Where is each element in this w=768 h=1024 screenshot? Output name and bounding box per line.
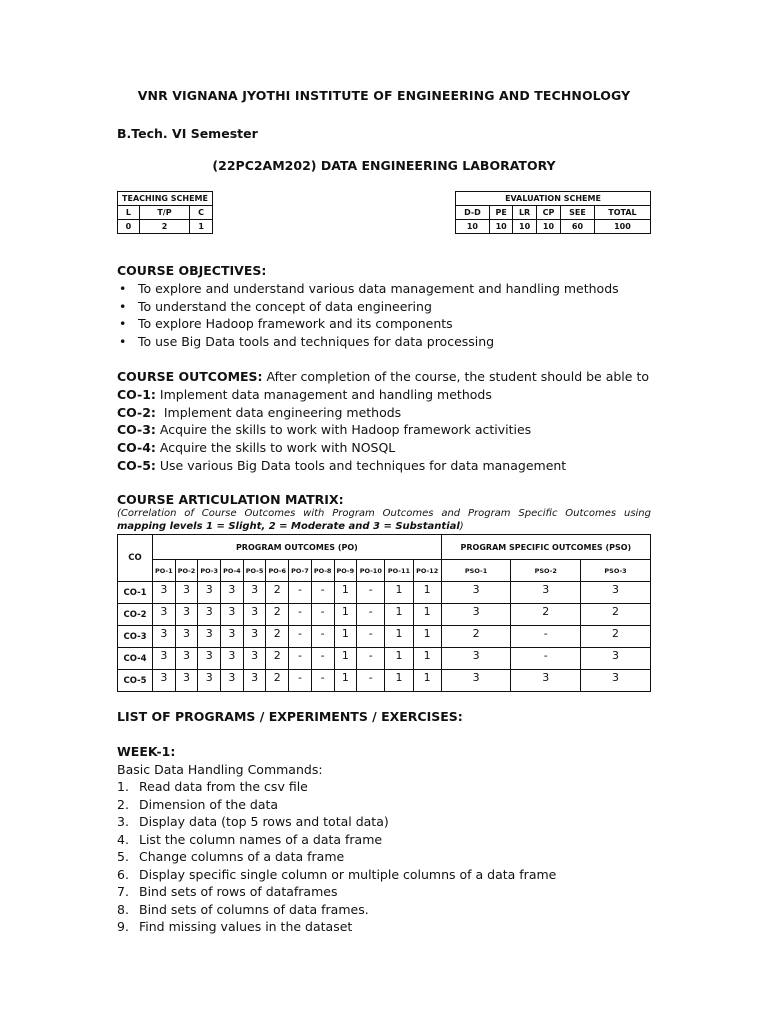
matrix-cell: 3 — [581, 670, 651, 692]
co-row-label: CO-5 — [118, 670, 153, 692]
list-item-number: 4. — [117, 831, 129, 847]
program-list — [117, 778, 677, 936]
list-item-number: 5. — [117, 849, 129, 864]
programs-heading: LIST OF PROGRAMS / EXPERIMENTS / EXERCISES: — [117, 709, 463, 724]
list-item-text: Find missing values in the dataset — [139, 919, 353, 934]
list-item-number: 6. — [117, 866, 129, 882]
teaching-scheme-table — [117, 191, 213, 234]
outcome-text: Acquire the skills to work with NOSQL — [155, 440, 396, 456]
po-column-header: PO-1 — [153, 560, 176, 582]
outcomes-heading: COURSE OUTCOMES: — [117, 369, 263, 384]
po-column-header: PO-4 — [221, 560, 244, 582]
co-column-header: CO — [118, 535, 153, 582]
po-column-header: PO-2 — [175, 560, 198, 582]
outcome-item — [117, 386, 677, 404]
list-item: • To explore and understand various data management and handling methods — [117, 280, 677, 298]
matrix-heading: COURSE ARTICULATION MATRIX: — [117, 492, 344, 507]
matrix-cell: - — [311, 670, 334, 692]
list-item — [117, 883, 677, 901]
po-column-header: PO-8 — [311, 560, 334, 582]
matrix-cell: - — [311, 604, 334, 626]
pso-column-header: PSO-2 — [511, 560, 581, 582]
matrix-cell: 3 — [511, 670, 581, 692]
teaching-col: T/P — [139, 206, 189, 220]
matrix-cell: 3 — [175, 648, 198, 670]
pso-column-header: PSO-1 — [441, 560, 511, 582]
matrix-cell: 1 — [385, 670, 413, 692]
matrix-cell: 2 — [266, 626, 289, 648]
po-group-header: PROGRAM OUTCOMES (PO) — [153, 535, 442, 560]
matrix-cell: 3 — [198, 670, 221, 692]
evaluation-col: SEE — [561, 206, 595, 220]
matrix-cell: 3 — [221, 670, 244, 692]
outcomes-intro: After completion of the course, the student should be able to — [262, 369, 649, 384]
matrix-cell: 2 — [266, 648, 289, 670]
matrix-cell: 2 — [511, 604, 581, 626]
evaluation-col: D-D — [456, 206, 490, 220]
evaluation-value: 10 — [513, 220, 536, 234]
matrix-cell: - — [357, 626, 385, 648]
matrix-cell: 3 — [221, 582, 244, 604]
outcome-text: Implement data management and handling methods — [155, 386, 492, 402]
matrix-cell: 3 — [221, 626, 244, 648]
matrix-cell: 1 — [413, 648, 441, 670]
course-title: (22PC2AM202) DATA ENGINEERING LABORATORY — [212, 158, 556, 173]
outcome-text: Implement data engineering methods — [155, 404, 402, 420]
pso-column-header: PSO-3 — [581, 560, 651, 582]
matrix-cell: 3 — [243, 626, 266, 648]
matrix-cell: 2 — [266, 582, 289, 604]
matrix-cell: - — [289, 626, 312, 648]
teaching-col: L — [118, 206, 140, 220]
matrix-cell: 3 — [581, 582, 651, 604]
outcome-code: CO-2: — [117, 404, 156, 420]
matrix-cell: 1 — [413, 670, 441, 692]
evaluation-value: 100 — [594, 220, 650, 234]
matrix-note-part1: (Correlation of Course Outcomes with Program Outcomes and Program Specific Outcomes using — [117, 508, 651, 519]
outcome-text: Acquire the skills to work with Hadoop framework activities — [155, 422, 532, 438]
evaluation-col: CP — [536, 206, 560, 220]
table-row — [118, 582, 651, 604]
matrix-cell: 1 — [334, 648, 357, 670]
matrix-cell: 2 — [581, 626, 651, 648]
matrix-cell: 3 — [243, 670, 266, 692]
outcome-item — [117, 457, 677, 475]
po-column-header: PO-9 — [334, 560, 357, 582]
matrix-cell: 3 — [175, 626, 198, 648]
matrix-cell: 3 — [221, 604, 244, 626]
evaluation-col: LR — [513, 206, 536, 220]
objectives-heading: COURSE OBJECTIVES: — [117, 263, 267, 278]
teaching-value: 0 — [118, 220, 140, 234]
matrix-cell: 3 — [198, 604, 221, 626]
matrix-cell: 1 — [334, 604, 357, 626]
list-item-text: List the column names of a data frame — [139, 831, 383, 847]
evaluation-col: PE — [489, 206, 513, 220]
list-item-number: 8. — [117, 901, 129, 917]
matrix-cell: - — [357, 648, 385, 670]
matrix-cell: - — [357, 670, 385, 692]
list-item-number: 2. — [117, 796, 129, 812]
po-column-header: PO-12 — [413, 560, 441, 582]
matrix-cell: 3 — [175, 670, 198, 692]
matrix-cell: 3 — [441, 582, 511, 604]
outcome-code: CO-1: — [117, 386, 156, 402]
matrix-cell: 3 — [198, 626, 221, 648]
list-item — [117, 778, 677, 796]
outcome-code: CO-5: — [117, 457, 156, 473]
outcome-item — [117, 421, 677, 439]
matrix-cell: 3 — [243, 648, 266, 670]
course-objectives — [117, 263, 677, 350]
matrix-cell: 3 — [153, 604, 176, 626]
matrix-cell: 3 — [221, 648, 244, 670]
matrix-cell: - — [289, 604, 312, 626]
matrix-cell: 2 — [266, 604, 289, 626]
list-item-number: 7. — [117, 884, 129, 899]
matrix-cell: - — [311, 582, 334, 604]
list-item — [117, 866, 677, 884]
table-row — [118, 604, 651, 626]
list-item — [117, 831, 677, 849]
matrix-cell: 3 — [175, 582, 198, 604]
evaluation-value: 10 — [489, 220, 513, 234]
matrix-cell: - — [289, 648, 312, 670]
matrix-cell: - — [311, 648, 334, 670]
list-item-number: 3. — [117, 814, 129, 829]
teaching-col: C — [190, 206, 213, 220]
co-row-label: CO-4 — [118, 648, 153, 670]
matrix-cell: - — [511, 648, 581, 670]
matrix-note-part3: ) — [459, 521, 464, 532]
list-item-text: Change columns of a data frame — [139, 849, 345, 864]
list-item-text: Bind sets of rows of dataframes — [139, 884, 338, 899]
matrix-cell: - — [511, 626, 581, 648]
po-column-header: PO-11 — [385, 560, 413, 582]
matrix-cell: 1 — [385, 604, 413, 626]
matrix-cell: - — [311, 626, 334, 648]
matrix-cell: 3 — [198, 648, 221, 670]
list-item — [117, 848, 677, 866]
matrix-cell: 3 — [198, 582, 221, 604]
matrix-cell: 1 — [385, 626, 413, 648]
evaluation-scheme-title: EVALUATION SCHEME — [456, 192, 651, 206]
evaluation-scheme-table — [455, 191, 651, 234]
evaluation-value: 10 — [536, 220, 560, 234]
matrix-cell: 3 — [153, 670, 176, 692]
teaching-value: 1 — [190, 220, 213, 234]
matrix-cell: 1 — [334, 582, 357, 604]
matrix-body — [118, 582, 651, 692]
co-row-label: CO-2 — [118, 604, 153, 626]
matrix-cell: 3 — [441, 604, 511, 626]
matrix-cell: 2 — [441, 626, 511, 648]
list-item: • To use Big Data tools and techniques for data processing — [117, 333, 677, 351]
po-column-header: PO-6 — [266, 560, 289, 582]
matrix-cell: 1 — [385, 648, 413, 670]
matrix-cell: 1 — [413, 582, 441, 604]
matrix-column-header-row — [118, 560, 651, 582]
matrix-cell: 2 — [581, 604, 651, 626]
matrix-cell: - — [289, 670, 312, 692]
matrix-cell: - — [357, 582, 385, 604]
outcome-item — [117, 404, 677, 422]
matrix-cell: 3 — [175, 604, 198, 626]
list-item-number: 1. — [117, 779, 129, 794]
matrix-note-part2: mapping levels 1 = Slight, 2 = Moderate and 3 = Substantial — [117, 521, 460, 532]
matrix-cell: 3 — [153, 582, 176, 604]
outcome-code: CO-4: — [117, 440, 156, 456]
matrix-cell: 3 — [153, 648, 176, 670]
teaching-value: 2 — [139, 220, 189, 234]
matrix-cell: 3 — [243, 582, 266, 604]
matrix-note — [117, 507, 651, 533]
po-column-header: PO-5 — [243, 560, 266, 582]
matrix-cell: 1 — [334, 670, 357, 692]
list-item — [117, 918, 677, 936]
po-column-header: PO-7 — [289, 560, 312, 582]
list-item: • To explore Hadoop framework and its components — [117, 315, 677, 333]
list-item-text: Dimension of the data — [139, 796, 279, 812]
list-item-number: 9. — [117, 919, 129, 934]
evaluation-value: 60 — [561, 220, 595, 234]
list-item: • To understand the concept of data engineering — [117, 298, 677, 316]
matrix-cell: 3 — [441, 648, 511, 670]
list-item — [117, 813, 677, 831]
matrix-cell: - — [289, 582, 312, 604]
matrix-cell: 3 — [153, 626, 176, 648]
po-column-header: PO-3 — [198, 560, 221, 582]
matrix-cell: 1 — [413, 604, 441, 626]
co-row-label: CO-1 — [118, 582, 153, 604]
outcome-item — [117, 439, 677, 457]
outcome-text: Use various Big Data tools and techniques for data management — [155, 457, 567, 473]
objectives-list — [117, 280, 677, 350]
matrix-cell: 3 — [441, 670, 511, 692]
list-item — [117, 901, 677, 919]
pso-group-header: PROGRAM SPECIFIC OUTCOMES (PSO) — [441, 535, 650, 560]
list-item-text: Read data from the csv file — [139, 779, 308, 794]
teaching-scheme-title: TEACHING SCHEME — [118, 192, 213, 206]
week-subtitle: Basic Data Handling Commands: — [117, 761, 323, 777]
institute-title: VNR VIGNANA JYOTHI INSTITUTE OF ENGINEERING AND TECHNOLOGY — [137, 88, 631, 103]
list-item — [117, 796, 677, 814]
matrix-cell: 1 — [334, 626, 357, 648]
matrix-cell: 3 — [581, 648, 651, 670]
table-row — [118, 626, 651, 648]
matrix-cell: - — [357, 604, 385, 626]
evaluation-value: 10 — [456, 220, 490, 234]
articulation-matrix-header — [117, 492, 651, 533]
po-column-header: PO-10 — [357, 560, 385, 582]
evaluation-col: TOTAL — [594, 206, 650, 220]
matrix-cell: 3 — [243, 604, 266, 626]
week-1-section — [117, 743, 677, 936]
matrix-cell: 1 — [413, 626, 441, 648]
articulation-matrix-table — [117, 534, 651, 692]
list-item-text: Display specific single column or multiple columns of a data frame — [139, 866, 557, 882]
list-item-text: Display data (top 5 rows and total data) — [139, 814, 389, 829]
matrix-cell: 1 — [385, 582, 413, 604]
matrix-cell: 2 — [266, 670, 289, 692]
table-row — [118, 648, 651, 670]
table-row — [118, 670, 651, 692]
outcome-code: CO-3: — [117, 422, 156, 438]
outcomes-intro-line — [117, 368, 677, 386]
semester-label: B.Tech. VI Semester — [117, 126, 258, 141]
course-outcomes — [117, 368, 677, 475]
co-row-label: CO-3 — [118, 626, 153, 648]
list-item-text: Bind sets of columns of data frames. — [139, 901, 369, 917]
week-heading: WEEK-1: — [117, 744, 176, 759]
matrix-cell: 3 — [511, 582, 581, 604]
